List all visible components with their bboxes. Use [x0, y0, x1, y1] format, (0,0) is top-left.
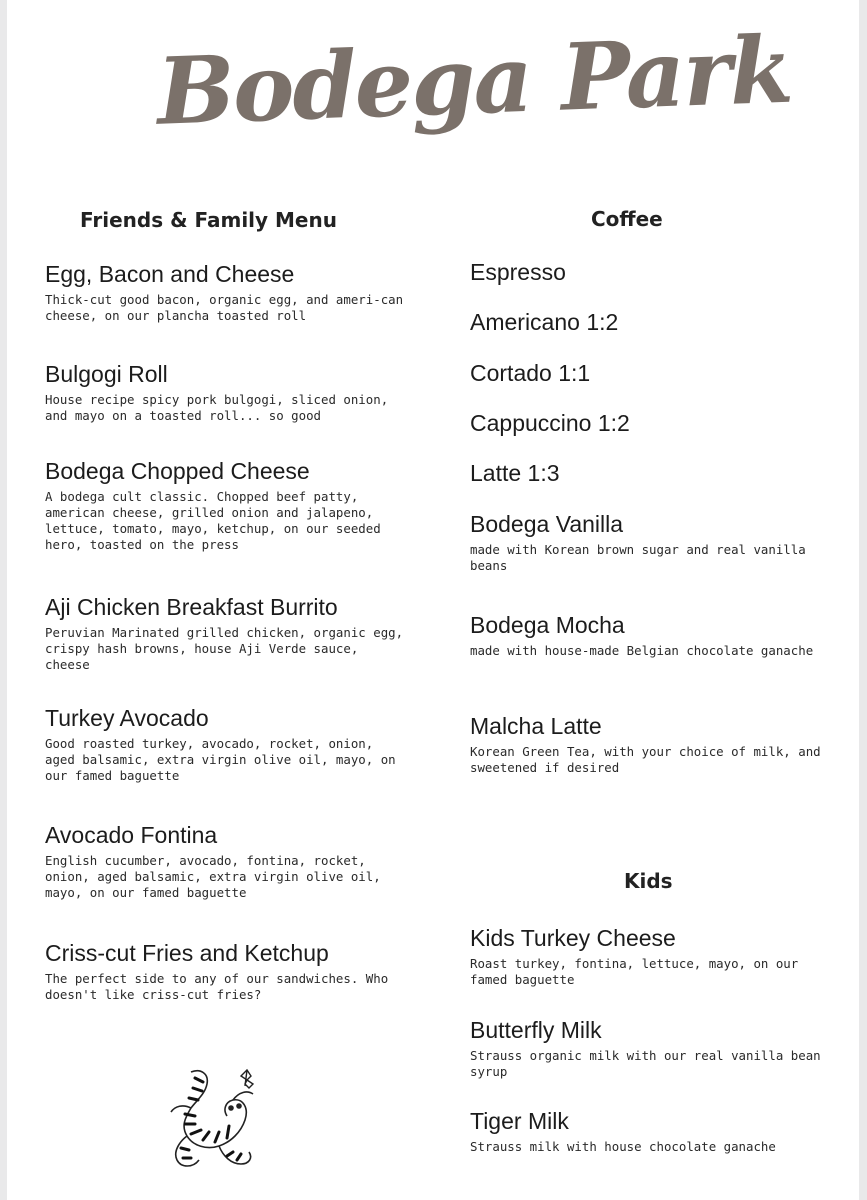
kids-title: Kids	[624, 869, 673, 893]
coffee-item-name: Cappuccino 1:2	[470, 410, 630, 436]
menu-item-desc: A bodega cult classic. Chopped beef patty, american cheese, grilled onion and jalapeno, lettuce, tomato, mayo, ketchup, on our seeded hero, toasted on the press	[45, 489, 381, 552]
kids-item-name: Kids Turkey Cheese	[470, 925, 676, 951]
coffee-item	[470, 611, 830, 659]
coffee-item	[470, 459, 830, 487]
kids-item-desc: Roast turkey, fontina, lettuce, mayo, on our famed baguette	[470, 956, 799, 987]
kids-item	[470, 1016, 830, 1080]
menu-item-desc: House recipe spicy pork bulgogi, sliced onion, and mayo on a toasted roll... so good	[45, 392, 389, 423]
menu-item-name: Criss-cut Fries and Ketchup	[45, 940, 329, 966]
kids-item-name: Tiger Milk	[470, 1108, 569, 1134]
menu-item-name: Bulgogi Roll	[45, 361, 168, 387]
menu-item-name: Avocado Fontina	[45, 822, 218, 848]
menu-item-name: Bodega Chopped Cheese	[45, 458, 310, 484]
menu-item-name: Aji Chicken Breakfast Burrito	[45, 594, 338, 620]
menu-item-name: Egg, Bacon and Cheese	[45, 261, 295, 287]
menu-item-desc: English cucumber, avocado, fontina, rocket, onion, aged balsamic, extra virgin olive oil, mayo, on our famed baguette	[45, 853, 381, 900]
kids-item	[470, 924, 830, 988]
kids-item-desc: Strauss milk with house chocolate ganache	[470, 1139, 776, 1154]
menu-item-name: Turkey Avocado	[45, 705, 209, 731]
coffee-item	[470, 409, 830, 437]
tiger-with-butterfly-icon	[161, 1064, 271, 1174]
coffee-item-name: Americano 1:2	[470, 309, 619, 335]
menu-page	[7, 0, 859, 1200]
coffee-item-desc: Korean Green Tea, with your choice of milk, and sweetened if desired	[470, 744, 821, 775]
coffee-item-name: Latte 1:3	[470, 460, 560, 486]
kids-item-desc: Strauss organic milk with our real vanilla bean syrup	[470, 1048, 821, 1079]
menu-item	[45, 457, 405, 553]
menu-item-desc: Peruvian Marinated grilled chicken, organic egg, crispy hash browns, house Aji Verde sauce, cheese	[45, 625, 404, 672]
coffee-item-name: Bodega Vanilla	[470, 511, 624, 537]
coffee-item-name: Cortado 1:1	[470, 360, 591, 386]
menu-item	[45, 360, 405, 424]
menu-item	[45, 821, 405, 901]
coffee-item	[470, 258, 830, 286]
coffee-item-name: Bodega Mocha	[470, 612, 625, 638]
menu-item	[45, 704, 405, 784]
coffee-item	[470, 712, 830, 776]
food-menu-title: Friends & Family Menu	[80, 208, 337, 232]
coffee-item-name: Espresso	[470, 259, 566, 285]
menu-item	[45, 939, 405, 1003]
brand-logo: Bodega Park	[155, 15, 794, 146]
menu-item-desc: Good roasted turkey, avocado, rocket, onion, aged balsamic, extra virgin olive oil, mayo, on our famed baguette	[45, 736, 396, 783]
coffee-item	[470, 359, 830, 387]
coffee-item-desc: made with house-made Belgian chocolate ganache	[470, 643, 814, 658]
menu-item-desc: The perfect side to any of our sandwiches. Who doesn't like criss-cut fries?	[45, 971, 389, 1002]
menu-item	[45, 260, 405, 324]
kids-item	[470, 1107, 830, 1155]
coffee-item	[470, 308, 830, 336]
coffee-item-name: Malcha Latte	[470, 713, 602, 739]
coffee-title: Coffee	[591, 207, 663, 231]
coffee-item	[470, 510, 830, 574]
coffee-item-desc: made with Korean brown sugar and real vanilla beans	[470, 542, 806, 573]
menu-item	[45, 593, 405, 673]
menu-item-desc: Thick-cut good bacon, organic egg, and ameri-can cheese, on our plancha toasted roll	[45, 292, 404, 323]
kids-item-name: Butterfly Milk	[470, 1017, 602, 1043]
